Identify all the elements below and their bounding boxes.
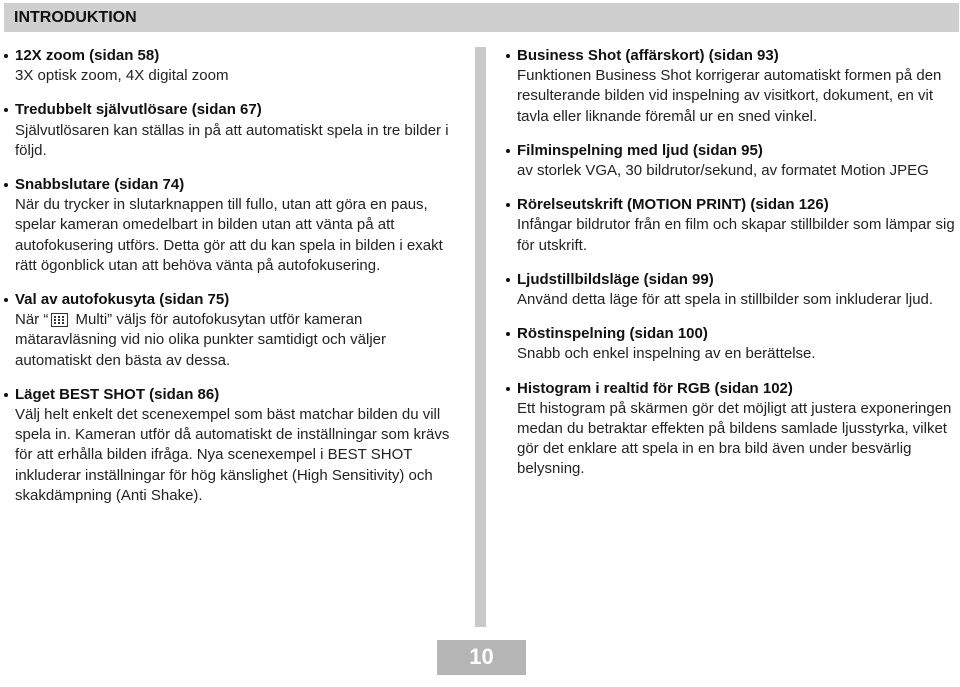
feature-title: Business Shot (affärskort) (sidan 93) xyxy=(517,47,779,64)
feature-item xyxy=(4,175,454,276)
bullet-icon xyxy=(506,278,510,282)
bullet-icon xyxy=(4,54,8,58)
feature-description xyxy=(15,310,454,371)
feature-title: Läget BEST SHOT (sidan 86) xyxy=(15,385,220,403)
feature-item xyxy=(506,379,960,480)
section-title: INTRODUKTION xyxy=(14,9,137,26)
bullet-icon xyxy=(506,54,510,58)
feature-description: 3X optisk zoom, 4X digital zoom xyxy=(15,67,229,85)
feature-title: Val av autofokusyta (sidan 75) xyxy=(15,291,230,309)
feature-title: Ljudstillbildsläge (sidan 99) xyxy=(517,270,714,288)
feature-description: Infångar bildrutor från en film och skapar stillbilder som lämpar sig för utskrift. xyxy=(517,216,955,254)
bullet-icon xyxy=(4,393,8,397)
feature-item xyxy=(506,195,960,256)
feature-description: Ett histogram på skärmen gör det möjligt att justera exponeringen medan du betraktar effekten på bildens samlade ljusstyrka, vilket gör det enklare att spela in en bra bild även under besvärlig belysning. xyxy=(517,399,952,478)
feature-item xyxy=(4,385,454,506)
feature-item xyxy=(4,290,454,371)
feature-title: Histogram i realtid för RGB (sidan 102) xyxy=(517,379,793,397)
feature-description: Använd detta läge för att spela in stillbilder som inkluderar ljud. xyxy=(517,291,934,309)
page-number-box xyxy=(437,640,526,675)
feature-description: Välj helt enkelt det scenexempel som bäst matchar bilden du vill spela in. Kameran utför då automatiskt de inställningar som krävs för att erhålla bilden ifråga. Nya scenexempel i BEST SHOT inkluderar inställningar för hög känslighet (High Sensitivity) och skakdämpning (Anti Shake). xyxy=(15,406,450,504)
page-number: 10 xyxy=(469,644,494,669)
description-prefix: När “ xyxy=(15,311,49,329)
feature-item xyxy=(506,324,960,364)
feature-title: Filminspelning med ljud (sidan 95) xyxy=(517,141,763,159)
bullet-icon xyxy=(4,108,8,112)
feature-description: Självutlösaren kan ställas in på att automatiskt spela in tre bilder i följd. xyxy=(15,121,449,159)
feature-item xyxy=(506,141,960,181)
bullet-icon xyxy=(506,332,510,336)
feature-item xyxy=(506,270,960,310)
feature-description: av storlek VGA, 30 bildrutor/sekund, av formatet Motion JPEG xyxy=(517,162,929,180)
feature-description: Snabb och enkel inspelning av en berättelse. xyxy=(517,345,816,363)
bullet-icon xyxy=(4,298,8,302)
feature-title: Rörelseutskrift (MOTION PRINT) (sidan 126) xyxy=(517,196,829,214)
bullet-icon xyxy=(4,183,8,187)
feature-item xyxy=(506,46,960,127)
feature-item xyxy=(4,46,454,86)
right-column xyxy=(506,46,960,494)
multi-af-icon xyxy=(51,313,68,327)
column-divider xyxy=(475,47,486,627)
feature-title: Röstinspelning (sidan 100) xyxy=(517,325,708,343)
bullet-icon xyxy=(506,203,510,207)
feature-title: Tredubbelt självutlösare (sidan 67) xyxy=(15,101,262,119)
bullet-icon xyxy=(506,149,510,153)
bullet-icon xyxy=(506,387,510,391)
feature-title: 12X zoom (sidan 58) xyxy=(15,47,160,64)
feature-description: Funktionen Business Shot korrigerar automatiskt formen på den resulterande bilden vid inspelning av visitkort, dokument, en vit tavla eller liknande föremål ur en sned vinkel. xyxy=(517,67,942,125)
description-suffix: Multi” väljs för autofokusytan utför kameran mätaravläsning vid nio olika punkter samtidigt och väljer automatiskt den bästa av dessa. xyxy=(15,311,387,369)
left-column xyxy=(4,46,454,520)
feature-description: När du trycker in slutarknappen till fullo, utan att göra en paus, spelar kameran omedelbart in bilden utan att vänta på att autofokusering utförs. Detta gör att du kan spela in bilden i exakt rätt ögonblick utan att behöva vänta på autofokusering. xyxy=(15,196,443,274)
feature-title: Snabbslutare (sidan 74) xyxy=(15,176,185,194)
feature-item xyxy=(4,100,454,161)
section-header xyxy=(4,3,959,32)
